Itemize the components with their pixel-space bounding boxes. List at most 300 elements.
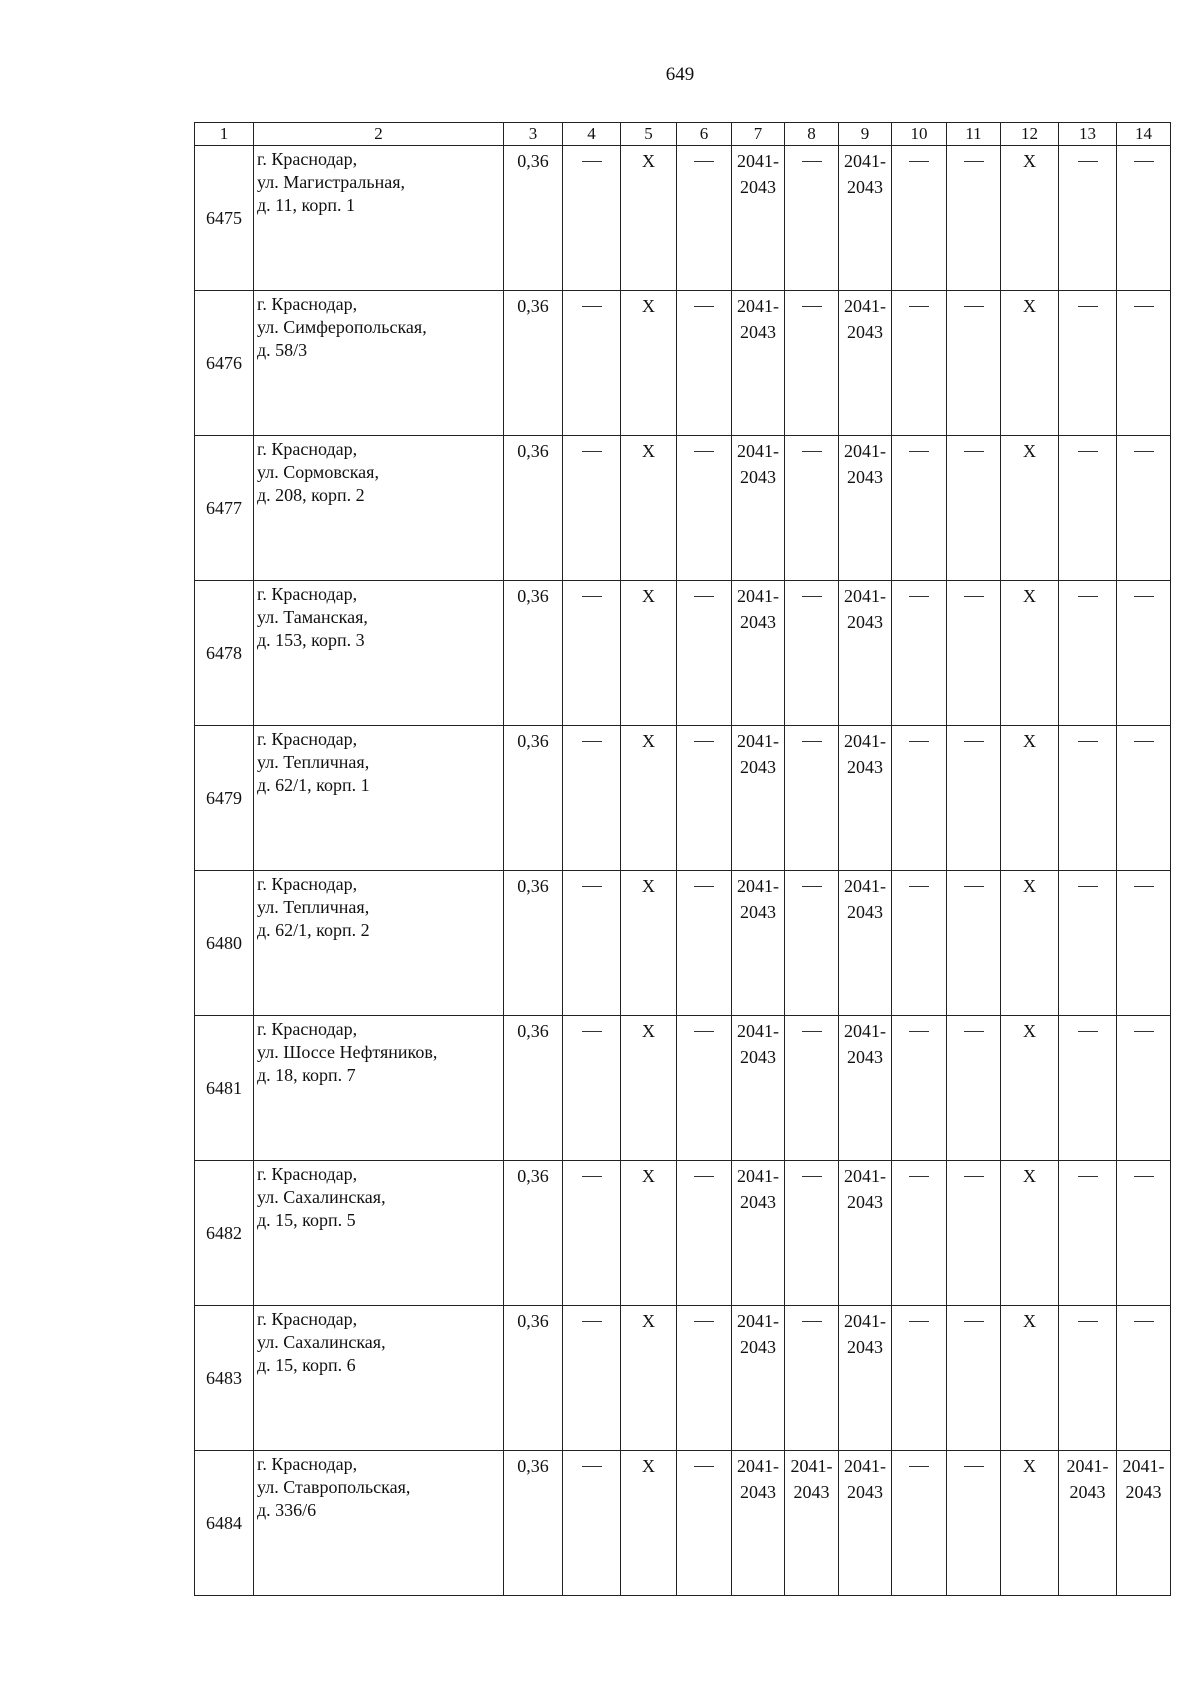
cell-col-10: [892, 581, 947, 726]
x-mark: X: [642, 1021, 655, 1041]
period-value: [839, 1451, 891, 1505]
address-line: г. Краснодар,: [257, 1309, 358, 1329]
period-part: 2041-: [737, 1021, 779, 1041]
period-value: [732, 146, 784, 200]
cell-col-11: [947, 1306, 1001, 1451]
column-header-2: 2: [254, 123, 504, 146]
cell-col-4: [563, 726, 621, 871]
cell-col-14: [1117, 291, 1171, 436]
dash-mark: [964, 596, 984, 597]
cell-col-6: [677, 1306, 732, 1451]
cell-col-11: [947, 291, 1001, 436]
cell-col-5: [621, 581, 677, 726]
cell-col-5: [621, 726, 677, 871]
address-line: г. Краснодар,: [257, 149, 358, 169]
address-cell: [254, 871, 504, 1016]
dash-mark: [1078, 886, 1098, 887]
row-number: 6481: [195, 1016, 254, 1161]
x-mark: X: [1023, 441, 1036, 461]
x-mark: X: [642, 1456, 655, 1476]
cell-col-3: [504, 291, 563, 436]
register-table: [194, 122, 1171, 1596]
period-part: 2041-: [844, 1456, 886, 1476]
cell-col-3: [504, 1161, 563, 1306]
period-value: [839, 436, 891, 490]
period-value: [732, 1016, 784, 1070]
dash-mark: [1078, 1321, 1098, 1322]
cell-col-9: [839, 581, 892, 726]
cell-col-4: [563, 1306, 621, 1451]
cell-col-5: [621, 1016, 677, 1161]
period-value: [785, 1451, 838, 1505]
cell-col-13: [1059, 581, 1117, 726]
value-text: 0,36: [517, 1311, 549, 1331]
dash-mark: [909, 886, 929, 887]
address-line: ул. Симферопольская,: [257, 317, 427, 337]
period-part: 2041-: [844, 731, 886, 751]
dash-mark: [582, 596, 602, 597]
value-text: 0,36: [517, 441, 549, 461]
dash-mark: [694, 1466, 714, 1467]
period-value: [839, 1306, 891, 1360]
dash-mark: [1134, 306, 1154, 307]
period-value: [1117, 1451, 1170, 1505]
address-line: г. Краснодар,: [257, 729, 358, 749]
cell-col-6: [677, 1161, 732, 1306]
dash-mark: [694, 886, 714, 887]
period-part: 2043: [740, 322, 776, 342]
dash-mark: [694, 306, 714, 307]
cell-col-12: [1001, 436, 1059, 581]
cell-col-3: [504, 871, 563, 1016]
dash-mark: [1078, 1031, 1098, 1032]
dash-mark: [1134, 1176, 1154, 1177]
row-number: 6482: [195, 1161, 254, 1306]
column-header-6: 6: [677, 123, 732, 146]
dash-mark: [694, 1031, 714, 1032]
address-cell: [254, 1161, 504, 1306]
row-number: 6476: [195, 291, 254, 436]
cell-col-7: [732, 1306, 785, 1451]
x-mark: X: [1023, 586, 1036, 606]
cell-col-3: [504, 1451, 563, 1596]
period-value: [732, 1161, 784, 1215]
cell-col-11: [947, 146, 1001, 291]
dash-mark: [909, 306, 929, 307]
dash-mark: [909, 451, 929, 452]
column-header-4: 4: [563, 123, 621, 146]
address-line: ул. Сахалинская,: [257, 1187, 386, 1207]
table-body: [195, 146, 1171, 1596]
cell-col-4: [563, 1016, 621, 1161]
address-line: г. Краснодар,: [257, 1454, 358, 1474]
value-text: 0,36: [517, 296, 549, 316]
cell-col-7: [732, 726, 785, 871]
cell-col-8: [785, 436, 839, 581]
column-header-1: 1: [195, 123, 254, 146]
dash-mark: [964, 306, 984, 307]
column-header-12: 12: [1001, 123, 1059, 146]
cell-col-9: [839, 1016, 892, 1161]
value-text: 0,36: [517, 1021, 549, 1041]
dash-mark: [582, 1031, 602, 1032]
cell-col-9: [839, 436, 892, 581]
address-cell: [254, 291, 504, 436]
period-part: 2041-: [737, 151, 779, 171]
dash-mark: [964, 1031, 984, 1032]
dash-mark: [582, 1321, 602, 1322]
cell-col-5: [621, 871, 677, 1016]
cell-col-8: [785, 146, 839, 291]
x-mark: X: [1023, 1166, 1036, 1186]
column-header-3: 3: [504, 123, 563, 146]
dash-mark: [964, 1466, 984, 1467]
address-line: д. 62/1, корп. 2: [257, 920, 370, 940]
period-part: 2041-: [844, 1021, 886, 1041]
cell-col-8: [785, 581, 839, 726]
cell-col-11: [947, 1161, 1001, 1306]
dash-mark: [909, 1321, 929, 1322]
period-value: [732, 291, 784, 345]
column-header-11: 11: [947, 123, 1001, 146]
cell-col-3: [504, 436, 563, 581]
cell-col-12: [1001, 146, 1059, 291]
period-part: 2041-: [737, 586, 779, 606]
dash-mark: [909, 1466, 929, 1467]
cell-col-7: [732, 581, 785, 726]
cell-col-6: [677, 436, 732, 581]
period-value: [732, 871, 784, 925]
address-cell: [254, 1451, 504, 1596]
dash-mark: [909, 1176, 929, 1177]
cell-col-7: [732, 436, 785, 581]
period-value: [732, 726, 784, 780]
cell-col-7: [732, 1161, 785, 1306]
x-mark: X: [642, 1166, 655, 1186]
period-part: 2041-: [737, 876, 779, 896]
value-text: 0,36: [517, 1166, 549, 1186]
table-row: [195, 726, 1171, 871]
cell-col-4: [563, 1161, 621, 1306]
period-part: 2041-: [844, 151, 886, 171]
address-line: д. 62/1, корп. 1: [257, 775, 370, 795]
period-part: 2041-: [790, 1456, 833, 1476]
cell-col-5: [621, 1451, 677, 1596]
cell-col-10: [892, 1451, 947, 1596]
dash-mark: [1078, 306, 1098, 307]
cell-col-14: [1117, 1016, 1171, 1161]
dash-mark: [694, 1176, 714, 1177]
period-part: 2043: [740, 757, 776, 777]
table-row: [195, 436, 1171, 581]
value-text: 0,36: [517, 151, 549, 171]
x-mark: X: [642, 441, 655, 461]
cell-col-13: [1059, 1016, 1117, 1161]
period-value: [732, 436, 784, 490]
address-cell: [254, 581, 504, 726]
address-line: ул. Ставропольская,: [257, 1477, 411, 1497]
cell-col-8: [785, 871, 839, 1016]
cell-col-7: [732, 1016, 785, 1161]
cell-col-10: [892, 146, 947, 291]
period-value: [732, 581, 784, 635]
period-part: 2043: [847, 322, 883, 342]
cell-col-3: [504, 581, 563, 726]
period-part: 2043: [740, 902, 776, 922]
dash-mark: [802, 1031, 822, 1032]
cell-col-6: [677, 1016, 732, 1161]
dash-mark: [582, 161, 602, 162]
period-value: [839, 726, 891, 780]
period-value: [839, 291, 891, 345]
dash-mark: [802, 886, 822, 887]
dash-mark: [1134, 596, 1154, 597]
dash-mark: [802, 161, 822, 162]
address-line: г. Краснодар,: [257, 1019, 358, 1039]
cell-col-12: [1001, 1161, 1059, 1306]
period-value: [732, 1451, 784, 1505]
cell-col-5: [621, 1306, 677, 1451]
row-number: 6480: [195, 871, 254, 1016]
x-mark: X: [642, 586, 655, 606]
x-mark: X: [642, 876, 655, 896]
cell-col-10: [892, 1161, 947, 1306]
period-part: 2041-: [844, 441, 886, 461]
cell-col-9: [839, 1451, 892, 1596]
x-mark: X: [1023, 1311, 1036, 1331]
cell-col-10: [892, 726, 947, 871]
address-line: г. Краснодар,: [257, 294, 358, 314]
cell-col-12: [1001, 291, 1059, 436]
dash-mark: [1134, 451, 1154, 452]
cell-col-11: [947, 1016, 1001, 1161]
dash-mark: [909, 161, 929, 162]
header-row: [195, 123, 1171, 146]
cell-col-9: [839, 1306, 892, 1451]
dash-mark: [964, 161, 984, 162]
dash-mark: [964, 1321, 984, 1322]
dash-mark: [964, 1176, 984, 1177]
cell-col-3: [504, 1306, 563, 1451]
column-header-5: 5: [621, 123, 677, 146]
dash-mark: [694, 741, 714, 742]
period-part: 2043: [847, 612, 883, 632]
cell-col-9: [839, 1161, 892, 1306]
period-part: 2041-: [844, 586, 886, 606]
dash-mark: [802, 596, 822, 597]
value-text: 0,36: [517, 1456, 549, 1476]
address-line: д. 15, корп. 5: [257, 1210, 356, 1230]
cell-col-13: [1059, 1161, 1117, 1306]
dash-mark: [909, 741, 929, 742]
dash-mark: [1134, 741, 1154, 742]
cell-col-4: [563, 581, 621, 726]
x-mark: X: [1023, 731, 1036, 751]
address-cell: [254, 436, 504, 581]
column-header-13: 13: [1059, 123, 1117, 146]
row-number: 6477: [195, 436, 254, 581]
x-mark: X: [1023, 151, 1036, 171]
cell-col-13: [1059, 1451, 1117, 1596]
address-line: д. 15, корп. 6: [257, 1355, 356, 1375]
cell-col-11: [947, 581, 1001, 726]
period-part: 2043: [847, 467, 883, 487]
period-part: 2043: [847, 902, 883, 922]
dash-mark: [964, 886, 984, 887]
address-line: ул. Сормовская,: [257, 462, 379, 482]
value-text: 0,36: [517, 876, 549, 896]
dash-mark: [1134, 1031, 1154, 1032]
address-line: ул. Тепличная,: [257, 752, 370, 772]
dash-mark: [909, 1031, 929, 1032]
cell-col-7: [732, 871, 785, 1016]
x-mark: X: [642, 731, 655, 751]
cell-col-6: [677, 291, 732, 436]
dash-mark: [582, 741, 602, 742]
period-part: 2043: [740, 612, 776, 632]
x-mark: X: [642, 1311, 655, 1331]
value-text: 0,36: [517, 731, 549, 751]
dash-mark: [802, 451, 822, 452]
period-part: 2041-: [844, 1311, 886, 1331]
cell-col-13: [1059, 291, 1117, 436]
cell-col-10: [892, 871, 947, 1016]
cell-col-9: [839, 871, 892, 1016]
period-part: 2043: [847, 1337, 883, 1357]
cell-col-13: [1059, 1306, 1117, 1451]
value-text: 0,36: [517, 586, 549, 606]
cell-col-14: [1117, 1451, 1171, 1596]
period-part: 2043: [793, 1482, 830, 1502]
table-row: [195, 146, 1171, 291]
dash-mark: [582, 1466, 602, 1467]
period-part: 2043: [847, 177, 883, 197]
row-number: 6479: [195, 726, 254, 871]
address-line: ул. Сахалинская,: [257, 1332, 386, 1352]
dash-mark: [802, 741, 822, 742]
cell-col-8: [785, 1451, 839, 1596]
cell-col-14: [1117, 1161, 1171, 1306]
period-part: 2043: [740, 1337, 776, 1357]
column-header-8: 8: [785, 123, 839, 146]
cell-col-8: [785, 291, 839, 436]
period-value: [1059, 1451, 1116, 1505]
cell-col-13: [1059, 146, 1117, 291]
cell-col-8: [785, 1161, 839, 1306]
address-line: д. 18, корп. 7: [257, 1065, 356, 1085]
period-part: 2043: [847, 757, 883, 777]
cell-col-10: [892, 1016, 947, 1161]
address-cell: [254, 1016, 504, 1161]
address-line: д. 153, корп. 3: [257, 630, 365, 650]
dash-mark: [1134, 886, 1154, 887]
dash-mark: [1078, 1176, 1098, 1177]
row-number: 6484: [195, 1451, 254, 1596]
address-line: ул. Тепличная,: [257, 897, 370, 917]
period-part: 2043: [1125, 1482, 1162, 1502]
cell-col-8: [785, 726, 839, 871]
period-value: [732, 1306, 784, 1360]
dash-mark: [582, 451, 602, 452]
address-line: д. 58/3: [257, 340, 308, 360]
cell-col-12: [1001, 1451, 1059, 1596]
table-row: [195, 871, 1171, 1016]
dash-mark: [694, 451, 714, 452]
dash-mark: [1078, 451, 1098, 452]
period-part: 2041-: [1122, 1456, 1165, 1476]
period-part: 2043: [740, 1192, 776, 1212]
cell-col-4: [563, 436, 621, 581]
cell-col-5: [621, 436, 677, 581]
cell-col-5: [621, 291, 677, 436]
page-number: 649: [665, 64, 695, 85]
dash-mark: [1134, 161, 1154, 162]
dash-mark: [802, 1321, 822, 1322]
period-part: 2043: [740, 467, 776, 487]
cell-col-11: [947, 1451, 1001, 1596]
table-row: [195, 1306, 1171, 1451]
period-part: 2041-: [844, 1166, 886, 1186]
table-row: [195, 1016, 1171, 1161]
cell-col-12: [1001, 1016, 1059, 1161]
period-part: 2041-: [737, 731, 779, 751]
dash-mark: [964, 451, 984, 452]
address-line: д. 11, корп. 1: [257, 195, 355, 215]
column-header-10: 10: [892, 123, 947, 146]
dash-mark: [1134, 1321, 1154, 1322]
cell-col-7: [732, 146, 785, 291]
period-part: 2041-: [737, 1311, 779, 1331]
cell-col-3: [504, 146, 563, 291]
cell-col-6: [677, 1451, 732, 1596]
period-part: 2041-: [1066, 1456, 1109, 1476]
period-part: 2041-: [737, 1456, 779, 1476]
cell-col-10: [892, 1306, 947, 1451]
dash-mark: [1078, 596, 1098, 597]
period-part: 2041-: [737, 296, 779, 316]
cell-col-14: [1117, 436, 1171, 581]
cell-col-5: [621, 1161, 677, 1306]
cell-col-6: [677, 581, 732, 726]
address-line: г. Краснодар,: [257, 439, 358, 459]
row-number: 6483: [195, 1306, 254, 1451]
cell-col-14: [1117, 581, 1171, 726]
period-part: 2043: [847, 1482, 883, 1502]
x-mark: X: [1023, 1456, 1036, 1476]
cell-col-9: [839, 726, 892, 871]
cell-col-6: [677, 726, 732, 871]
x-mark: X: [642, 151, 655, 171]
cell-col-4: [563, 146, 621, 291]
cell-col-14: [1117, 1306, 1171, 1451]
address-line: г. Краснодар,: [257, 1164, 358, 1184]
dash-mark: [694, 161, 714, 162]
address-line: ул. Магистральная,: [257, 172, 406, 192]
cell-col-8: [785, 1016, 839, 1161]
period-value: [839, 871, 891, 925]
dash-mark: [802, 1176, 822, 1177]
cell-col-12: [1001, 871, 1059, 1016]
period-part: 2043: [847, 1047, 883, 1067]
address-line: г. Краснодар,: [257, 584, 358, 604]
row-number: 6478: [195, 581, 254, 726]
x-mark: X: [1023, 876, 1036, 896]
cell-col-10: [892, 436, 947, 581]
period-value: [839, 1161, 891, 1215]
cell-col-11: [947, 436, 1001, 581]
period-value: [839, 581, 891, 635]
cell-col-14: [1117, 726, 1171, 871]
